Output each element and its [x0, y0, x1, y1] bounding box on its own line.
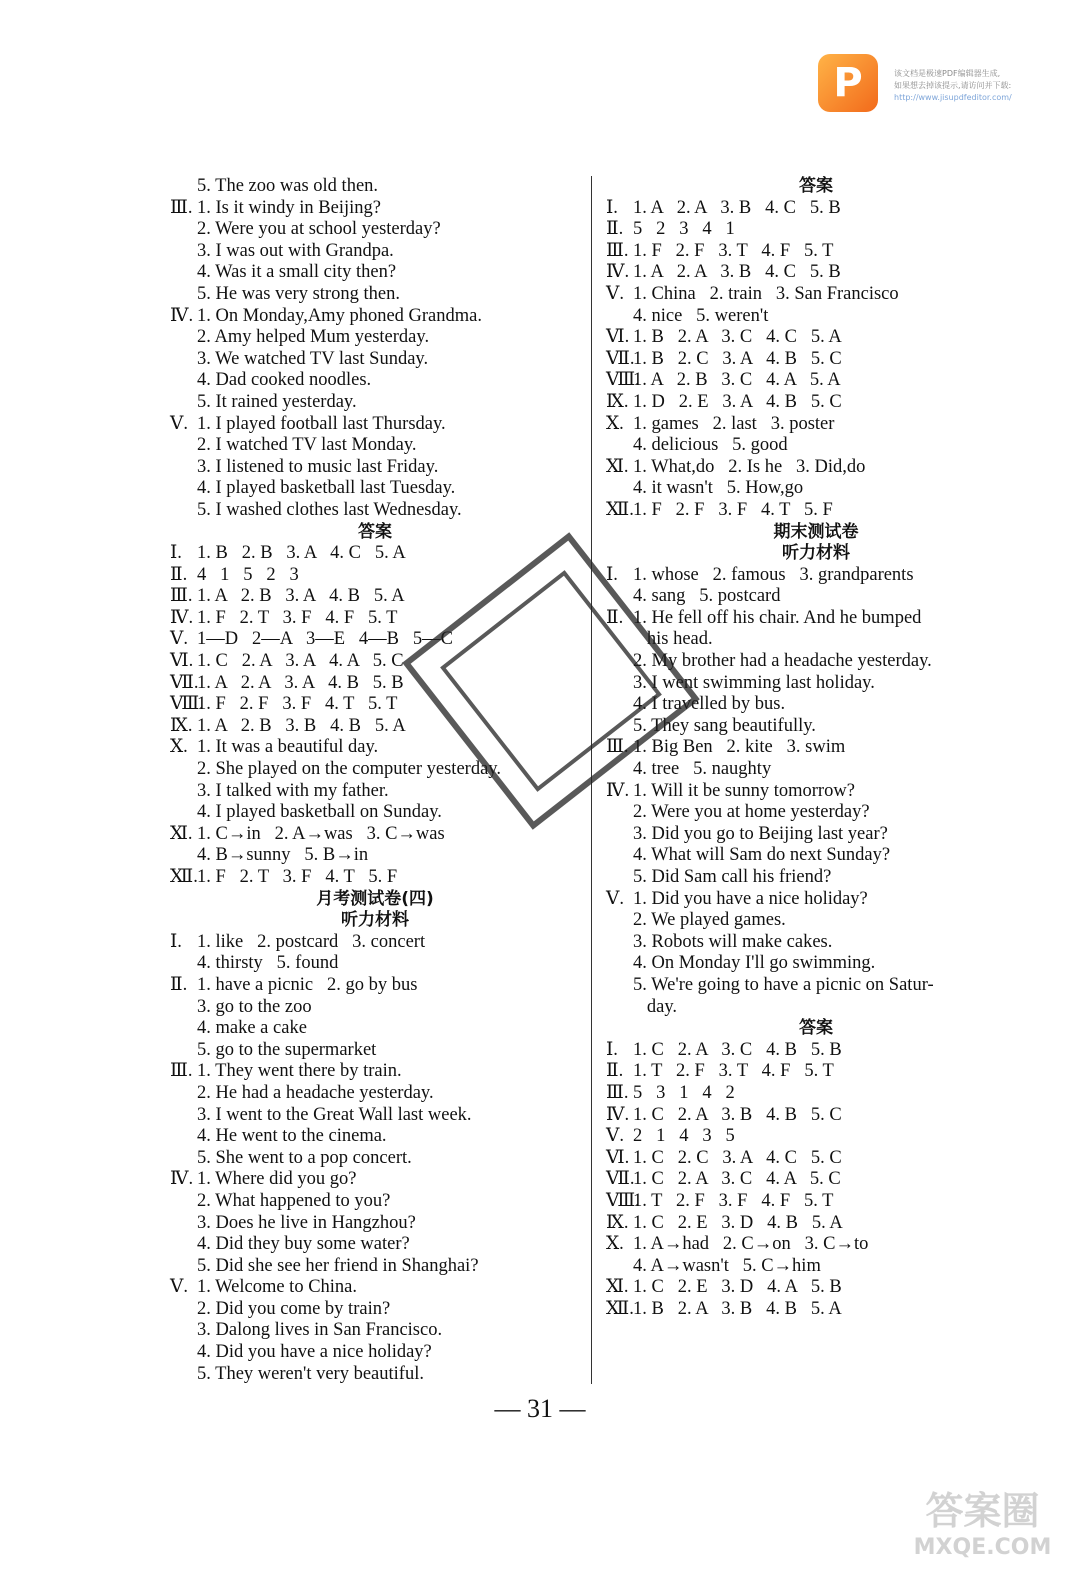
answer-text: 1. F 2. T 3. F 4. F 5. T — [197, 607, 398, 628]
answer-text: 1. A 2. A 3. B 4. C 5. B — [633, 262, 841, 283]
answer-line: 3. Dalong lives in San Francisco. — [197, 1320, 443, 1341]
section-label: Ⅸ. — [606, 1212, 629, 1233]
answer-text: 1. A 2. B 3. B 4. B 5. A — [197, 715, 406, 736]
right-column — [606, 176, 1026, 1320]
answer-text: 1. I played football last Thursday. — [197, 413, 446, 434]
answer-line — [170, 543, 580, 565]
answer-text: 1. B 2. A 3. C 4. C 5. A — [633, 327, 842, 348]
answer-text: 1. F 2. T 3. F 4. T 5. F — [197, 867, 398, 887]
answer-line — [170, 932, 580, 954]
answer-text: 2 1 4 3 5 — [633, 1126, 735, 1147]
section-heading: 听力材料 — [782, 543, 850, 564]
section-label: Ⅺ. — [170, 823, 193, 844]
answer-text: 1. A 2. A 3. A 4. B 5. B — [197, 672, 404, 693]
answer-line: 4. On Monday I'll go swimming. — [633, 953, 876, 974]
notice-line-2: 如果想去掉该提示,请访问并下载: — [894, 81, 1012, 90]
answer-line — [606, 1191, 1026, 1213]
answer-line: 4. nice 5. weren't — [633, 305, 769, 326]
answer-text: 1. A 2. B 3. A 4. B 5. A — [197, 586, 405, 607]
section-label: Ⅻ. — [170, 867, 198, 887]
answer-line: 2. He had a headache yesterday. — [197, 1082, 434, 1103]
answer-line — [606, 198, 1026, 220]
section-label: Ⅶ. — [170, 672, 199, 693]
answer-text: 1. games 2. last 3. poster — [633, 413, 835, 434]
answer-line: 5. It rained yesterday. — [197, 391, 357, 412]
answer-line: 5. We're going to have a picnic on Satur- — [633, 974, 934, 995]
answer-line — [606, 219, 1026, 241]
answer-line: 2. I watched TV last Monday. — [197, 435, 417, 456]
section-label: Ⅰ. — [170, 543, 182, 564]
answer-text: 1. Did you have a nice holiday? — [633, 888, 868, 909]
answer-line — [170, 198, 580, 220]
answer-line — [606, 1234, 1026, 1256]
section-label: Ⅺ. — [606, 1277, 629, 1298]
answer-line: 2. She played on the computer yesterday. — [197, 759, 501, 780]
answer-text: 1. They went there by train. — [197, 1061, 402, 1082]
answer-line: his head. — [633, 629, 713, 650]
answer-line: 5. The zoo was old then. — [197, 176, 379, 196]
answer-line: 3. I listened to music last Friday. — [197, 456, 439, 477]
answer-line: 4. sang 5. postcard — [633, 586, 781, 607]
section-heading: 答案 — [799, 1018, 833, 1039]
section-label: Ⅹ. — [606, 413, 624, 434]
section-heading: 答案 — [358, 521, 392, 542]
answer-line: 4. What will Sam do next Sunday? — [633, 845, 891, 866]
section-label: Ⅲ. — [170, 197, 193, 218]
section-label: Ⅻ. — [606, 499, 634, 520]
answer-line: 4. B→sunny 5. B→in — [197, 845, 369, 866]
answer-line — [606, 1213, 1026, 1235]
section-label: Ⅹ. — [170, 737, 188, 758]
answer-text: 1. T 2. F 3. F 4. F 5. T — [633, 1190, 834, 1211]
answer-line — [606, 1105, 1026, 1127]
answer-line: 4. thirsty 5. found — [197, 953, 339, 974]
answer-line: 2. Were you at school yesterday? — [197, 219, 441, 240]
section-label: Ⅶ. — [606, 348, 635, 369]
section-label: Ⅸ. — [170, 715, 193, 736]
answer-text: 1—D 2—A 3—E 4—B 5—C — [197, 629, 453, 650]
answer-line — [606, 1061, 1026, 1083]
section-label: Ⅴ. — [170, 629, 188, 650]
section-label: Ⅱ. — [606, 219, 624, 240]
section-label: Ⅰ. — [606, 564, 618, 585]
page-number: — 31 — — [494, 1394, 586, 1423]
answer-line — [606, 608, 1026, 630]
answer-line — [606, 262, 1026, 284]
answer-line — [170, 1169, 580, 1191]
answer-text: 5 2 3 4 1 — [633, 219, 735, 240]
section-heading: 答案 — [799, 176, 833, 196]
section-label: Ⅰ. — [606, 197, 618, 218]
pdf-editor-logo-icon: P — [818, 54, 878, 112]
pdf-editor-notice — [894, 68, 1044, 104]
answer-line: 2. Were you at home yesterday? — [633, 802, 870, 823]
answer-line — [606, 889, 1026, 911]
answer-line: 3. go to the zoo — [197, 996, 312, 1017]
answer-line: 4. Dad cooked noodles. — [197, 370, 372, 391]
answer-line: 3. We watched TV last Sunday. — [197, 348, 429, 369]
section-label: Ⅹ. — [606, 1234, 624, 1255]
section-label: Ⅷ. — [170, 694, 204, 715]
section-label: Ⅱ. — [170, 564, 188, 585]
answer-text: 1. F 2. F 3. F 4. T 5. T — [197, 694, 398, 715]
section-label: Ⅴ. — [606, 888, 624, 909]
answer-text: 1. It was a beautiful day. — [197, 737, 379, 758]
section-label: Ⅸ. — [606, 391, 629, 412]
answer-line: 4. make a cake — [197, 1018, 307, 1039]
answer-line — [606, 327, 1026, 349]
answer-line: 4. it wasn't 5. How,go — [633, 478, 804, 499]
answer-line — [170, 1061, 580, 1083]
answer-line: 3. I was out with Grandpa. — [197, 240, 394, 261]
section-label: Ⅵ. — [606, 327, 630, 348]
answer-text: 1. like 2. postcard 3. concert — [197, 931, 426, 952]
answer-text: 1. Will it be sunny tomorrow? — [633, 780, 855, 801]
section-label: Ⅱ. — [606, 607, 624, 628]
answer-line — [170, 975, 580, 997]
answer-text: 1. F 2. F 3. T 4. F 5. T — [633, 240, 834, 261]
answer-text: 1. whose 2. famous 3. grandparents — [633, 564, 914, 585]
answer-line: 2. Did you come by train? — [197, 1298, 391, 1319]
answer-text: 1. A→had 2. C→on 3. C→to — [633, 1234, 869, 1255]
answer-text: 1. C 2. C 3. A 4. C 5. C — [633, 1147, 842, 1168]
answer-text: 4 1 5 2 3 — [197, 564, 299, 585]
answer-text: 1. He fell off his chair. And he bumped — [633, 607, 922, 628]
answer-text: 1. Is it windy in Beijing? — [197, 197, 381, 218]
answer-line — [170, 1277, 580, 1299]
answer-line: 4. I travelled by bus. — [633, 694, 786, 715]
section-label: Ⅶ. — [606, 1169, 635, 1190]
answer-text: 1. A 2. B 3. C 4. A 5. A — [633, 370, 841, 391]
answer-text: 1. C 2. A 3. C 4. B 5. B — [633, 1039, 842, 1060]
answer-line: 5. Did she see her friend in Shanghai? — [197, 1255, 479, 1276]
answer-text: 1. Where did you go? — [197, 1169, 357, 1190]
section-label: Ⅲ. — [170, 586, 193, 607]
answer-line — [170, 306, 580, 328]
answer-line: 2. We played games. — [633, 910, 786, 931]
section-label: Ⅴ. — [170, 1277, 188, 1298]
answer-line — [606, 370, 1026, 392]
answer-text: 1. T 2. F 3. T 4. F 5. T — [633, 1061, 834, 1082]
answer-line — [606, 1083, 1026, 1105]
answer-line: 3. I went to the Great Wall last week. — [197, 1104, 472, 1125]
answer-line — [606, 500, 1026, 522]
answer-text: 1. What,do 2. Is he 3. Did,do — [633, 456, 866, 477]
answer-text: 1. C→in 2. A→was 3. C→was — [197, 823, 445, 844]
answer-text: 1. C 2. E 3. D 4. A 5. B — [633, 1277, 842, 1298]
answer-text: 1. China 2. train 3. San Francisco — [633, 283, 899, 304]
answer-line: 3. I talked with my father. — [197, 780, 389, 801]
section-label: Ⅴ. — [606, 283, 624, 304]
answer-text: 1. B 2. B 3. A 4. C 5. A — [197, 543, 406, 564]
section-label: Ⅳ. — [170, 305, 194, 326]
answer-text: 1. Welcome to China. — [197, 1277, 358, 1298]
answer-line: 2. What happened to you? — [197, 1190, 391, 1211]
section-label: Ⅱ. — [606, 1061, 624, 1082]
section-label: Ⅴ. — [606, 1126, 624, 1147]
answer-line — [606, 414, 1026, 436]
answer-text: 1. Big Ben 2. kite 3. swim — [633, 737, 846, 758]
answer-line — [606, 1299, 1026, 1321]
answer-line — [606, 457, 1026, 479]
watermark-text: 答案圈 — [925, 1489, 1040, 1533]
answer-line: 4. Did you have a nice holiday? — [197, 1342, 432, 1363]
section-label: Ⅳ. — [606, 1104, 630, 1125]
watermark-site: MXQE.COM — [913, 1535, 1052, 1560]
answer-line: 3. Did you go to Beijing last year? — [633, 823, 888, 844]
answer-line — [606, 349, 1026, 371]
section-label: Ⅷ. — [606, 1190, 640, 1211]
section-label: Ⅳ. — [606, 262, 630, 283]
answer-line — [606, 737, 1026, 759]
answer-line: 5. They weren't very beautiful. — [197, 1363, 424, 1384]
answer-text: 1. C 2. E 3. D 4. B 5. A — [633, 1212, 843, 1233]
section-label: Ⅺ. — [606, 456, 629, 477]
answer-line: 4. Did they buy some water? — [197, 1234, 410, 1255]
answer-text: 1. F 2. F 3. F 4. T 5. F — [633, 499, 833, 520]
answer-line: 4. delicious 5. good — [633, 435, 788, 456]
answer-text: 1. On Monday,Amy phoned Grandma. — [197, 305, 482, 326]
answer-text: 1. C 2. A 3. C 4. A 5. C — [633, 1169, 841, 1190]
answer-text: 1. B 2. C 3. A 4. B 5. C — [633, 348, 842, 369]
answer-line — [170, 867, 580, 889]
answer-line: 5. I washed clothes last Wednesday. — [197, 499, 462, 520]
section-heading: 月考测试卷(四) — [316, 888, 434, 909]
answer-line: 2. Amy helped Mum yesterday. — [197, 327, 430, 348]
answer-line — [170, 414, 580, 436]
section-label: Ⅳ. — [606, 780, 630, 801]
answer-line: 4. Was it a small city then? — [197, 262, 397, 283]
section-label: Ⅳ. — [170, 1169, 194, 1190]
section-label: Ⅷ. — [606, 370, 640, 391]
answer-text: 5 3 1 4 2 — [633, 1082, 735, 1103]
answer-line: 3. I went swimming last holiday. — [633, 672, 875, 693]
answer-line: 4. He went to the cinema. — [197, 1126, 387, 1147]
section-label: Ⅵ. — [170, 651, 194, 672]
section-heading: 期末测试卷 — [773, 521, 859, 542]
answer-line — [606, 565, 1026, 587]
section-label: Ⅲ. — [606, 1082, 629, 1103]
answer-line — [606, 1126, 1026, 1148]
answer-text: 1. A 2. A 3. B 4. C 5. B — [633, 197, 841, 218]
answer-line — [606, 1148, 1026, 1170]
notice-url-link[interactable]: http://www.jisupdfeditor.com/ — [894, 93, 1012, 102]
answer-line: 5. go to the supermarket — [197, 1039, 377, 1060]
answer-text: 1. B 2. A 3. B 4. B 5. A — [633, 1298, 842, 1319]
answer-line — [606, 1169, 1026, 1191]
answer-line: 3. Robots will make cakes. — [633, 931, 833, 952]
section-label: Ⅲ. — [170, 1061, 193, 1082]
section-label: Ⅲ. — [606, 737, 629, 758]
answer-line: 5. They sang beautifully. — [633, 715, 816, 736]
section-label: Ⅰ. — [170, 931, 182, 952]
answer-line — [606, 241, 1026, 263]
answer-line — [170, 824, 580, 846]
answer-line: 5. She went to a pop concert. — [197, 1147, 412, 1168]
section-label: Ⅲ. — [606, 240, 629, 261]
answer-line: 2. My brother had a headache yesterday. — [633, 651, 932, 672]
answer-line — [606, 392, 1026, 414]
answer-line: 3. Does he live in Hangzhou? — [197, 1212, 416, 1233]
section-label: Ⅵ. — [606, 1147, 630, 1168]
notice-line-1: 该文档是极速PDF编辑器生成, — [894, 69, 1001, 78]
answer-text: 1. D 2. E 3. A 4. B 5. C — [633, 391, 842, 412]
answer-line: 4. A→wasn't 5. C→him — [633, 1255, 821, 1276]
section-label: Ⅴ. — [170, 413, 188, 434]
answer-text: 1. C 2. A 3. B 4. B 5. C — [633, 1104, 842, 1125]
answer-line: 4. I played basketball last Tuesday. — [197, 478, 456, 499]
site-watermark — [895, 1488, 1070, 1568]
section-label: Ⅰ. — [606, 1039, 618, 1060]
answer-line: day. — [633, 996, 678, 1017]
answer-line: 4. tree 5. naughty — [633, 759, 772, 780]
section-label: Ⅻ. — [606, 1298, 634, 1319]
section-label: Ⅳ. — [170, 607, 194, 628]
answer-line — [606, 1040, 1026, 1062]
section-label: Ⅱ. — [170, 974, 188, 995]
answer-line: 5. He was very strong then. — [197, 283, 400, 304]
answer-line: 5. Did Sam call his friend? — [633, 867, 832, 887]
section-heading: 听力材料 — [341, 910, 409, 931]
answer-text: 1. have a picnic 2. go by bus — [197, 974, 418, 995]
answer-line — [606, 781, 1026, 803]
answer-line — [606, 284, 1026, 306]
answer-line: 4. I played basketball on Sunday. — [197, 802, 442, 823]
answer-text: 1. C 2. A 3. A 4. A 5. C — [197, 651, 404, 672]
answer-line — [606, 1277, 1026, 1299]
